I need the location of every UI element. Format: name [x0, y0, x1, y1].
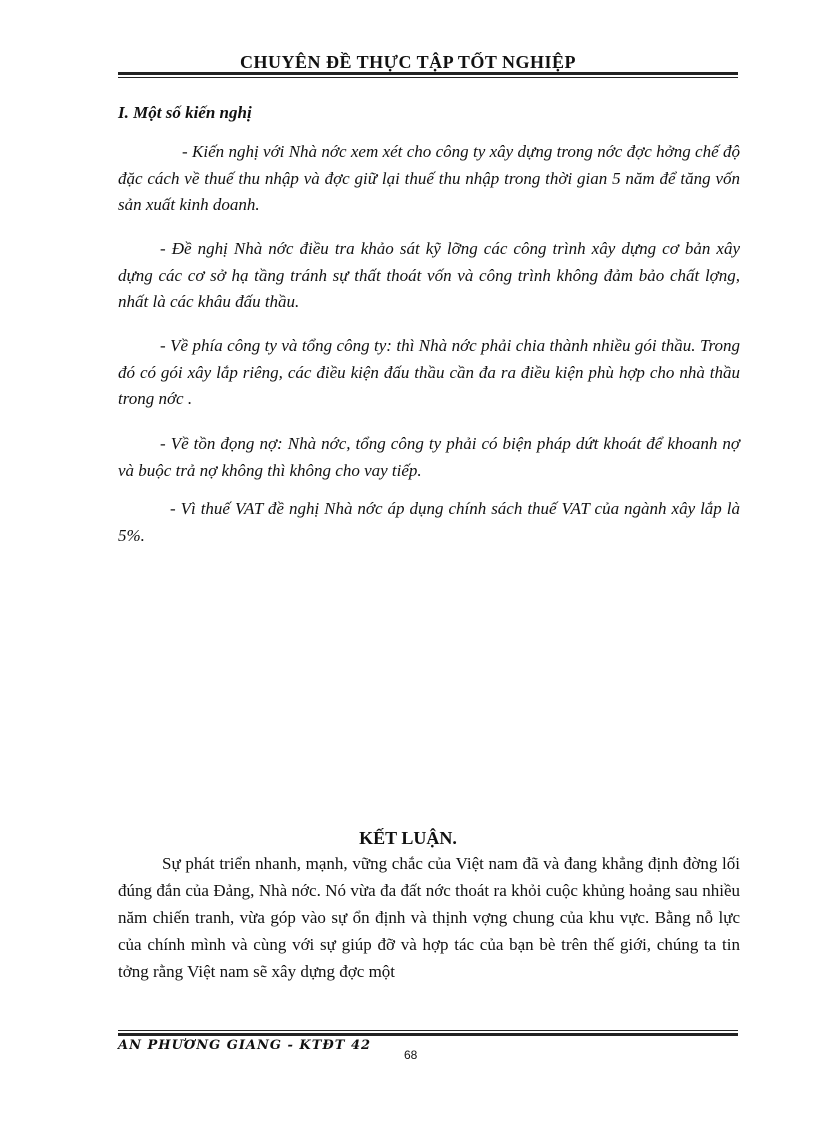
header-rule-thin	[118, 77, 738, 78]
conclusion-title: KẾT LUẬN.	[359, 828, 457, 848]
footer-rule-thick	[118, 1033, 738, 1036]
recommendation-paragraph: - Vì thuế VAT đề nghị Nhà nớc áp dụng chính sách thuế VAT của ngành xây lắp là 5%.	[118, 499, 740, 545]
footer-author: AN PHƯƠNG GIANG - KTĐT 42	[118, 1038, 372, 1053]
recommendation-paragraph: - Về tồn đọng nợ: Nhà nớc, tổng công ty phải có biện pháp dứt khoát để khoanh nợ và buộc trả nợ không thì không cho vay tiếp.	[118, 434, 740, 480]
recommendation-paragraph: - Đề nghị Nhà nớc điều tra khảo sát kỹ lỡng các công trình xây dựng cơ bản xây dựng các cơ sở hạ tầng tránh sự thất thoát vốn và công trình không đảm bảo chất lợng, nhất là các khâu đấu thầu.	[118, 239, 740, 311]
footer-rule-thin	[118, 1030, 738, 1031]
header-rule-thick	[118, 72, 738, 75]
recommendation-paragraph: - Kiến nghị với Nhà nớc xem xét cho công ty xây dựng trong nớc đợc hởng chế độ đặc cách về thuế thu nhập và đợc giữ lại thuế thu nhập trong thời gian 5 năm để tăng vốn sản xuất kinh doanh.	[118, 142, 740, 214]
section-heading: I. Một số kiến nghị	[118, 103, 252, 122]
page-header-title: CHUYÊN ĐỀ THỰC TẬP TỐT NGHIỆP	[239, 52, 577, 72]
recommendation-paragraph: - Về phía công ty và tổng công ty: thì Nhà nớc phải chia thành nhiều gói thầu. Trong đó có gói xây lắp riêng, các điều kiện đấu thầu cần đa ra điều kiện phù hợp cho nhà thầu trong nớc .	[118, 336, 740, 408]
page-number: 68	[404, 1048, 418, 1062]
conclusion-body: Sự phát triển nhanh, mạnh, vững chắc của Việt nam đã và đang khẳng định đờng lối đúng đắn của Đảng, Nhà nớc. Nó vừa đa đất nớc thoát ra khỏi cuộc khủng hoảng sau nhiều năm chiến tranh, vừa góp vào sự ổn định và thịnh vợng chung của khu vực. Bằng nỗ lực của chính mình và cùng với sự giúp đỡ và hợp tác của bạn bè trên thế giới, chúng ta tin tởng rằng Việt nam sẽ xây dựng đợc một	[118, 854, 740, 981]
